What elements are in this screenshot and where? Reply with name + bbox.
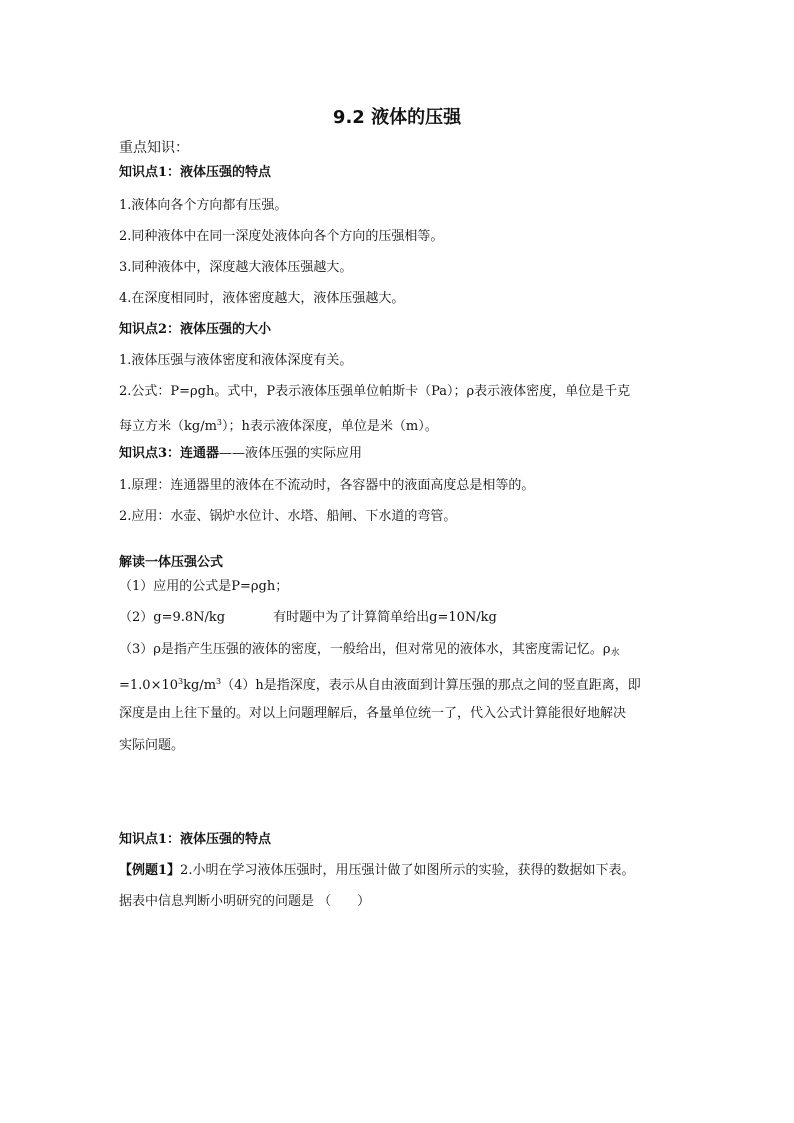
example-heading: 知识点1：液体压强的特点: [119, 832, 272, 847]
example-label: 【例题1】: [119, 863, 181, 878]
interpret-line-6: 实际问题。: [119, 738, 185, 753]
kp2-item-1: 1.液体压强与液体密度和液体深度有关。: [119, 353, 353, 368]
kp2-item-2-line-1: 2.公式：P=ρgh。式中，P表示液体压强单位帕斯卡（Pa）；ρ表示液体密度，单位是千克: [119, 384, 631, 399]
interpret-line-2: （2）g=9.8N/kg 有时题中为了计算简单给出g=10N/kg: [119, 610, 497, 625]
kp1-item-4: 4.在深度相同时，液体密度越大，液体压强越大。: [119, 291, 405, 306]
kp1-item-3: 3.同种液体中，深度越大液体压强越大。: [119, 260, 353, 275]
kp1-item-2: 2.同种液体中在同一深度处液体向各个方向的压强相等。: [119, 229, 444, 244]
interpret-heading: 解读一体压强公式: [119, 555, 224, 570]
page-title: 9.2 液体的压强: [332, 107, 462, 128]
interpret-line-5: 深度是由上往下量的。对以上问题理解后，各量单位统一了，代入公式计算能很好地解决: [119, 706, 627, 721]
example-line-2: 据表中信息判断小明研究的问题是 （ ）: [119, 894, 371, 909]
kp1-heading: 知识点1：液体压强的特点: [119, 165, 272, 180]
kp3-item-1: 1.原理：连通器里的液体在不流动时，各容器中的液面高度总是相等的。: [119, 478, 535, 493]
example-line-1: 【例题1】2.小明在学习液体压强时，用压强计做了如图所示的实验，获得的数据如下表。: [119, 863, 635, 878]
kp1-item-1: 1.液体向各个方向都有压强。: [119, 198, 288, 213]
kp3-heading: 知识点3：连通器——液体压强的实际应用: [119, 446, 363, 461]
kp3-item-2: 2.应用：水壶、锅炉水位计、水塔、船闸、下水道的弯管。: [119, 509, 457, 524]
interpret-line-1: （1）应用的公式是P=ρgh；: [119, 579, 289, 594]
kp2-item-2-line-2: 每立方米$(kg/m^3)$；h表示液体深度，单位是米（m）。: [119, 418, 438, 434]
interpret-line-3: （3）ρ是指产生压强的液体的密度，一般给出，但对常见的液体水，其密度需记忆。$\rho_水$: [119, 642, 620, 658]
kp2-heading: 知识点2：液体压强的大小: [119, 322, 272, 337]
section-label: 重点知识：: [119, 140, 189, 156]
interpret-line-4: $=1.0\times 10^3kg/m^3(4)h$是指深度，表示从自由液面到计算压强的那点之间的竖直距离，即: [119, 677, 641, 693]
